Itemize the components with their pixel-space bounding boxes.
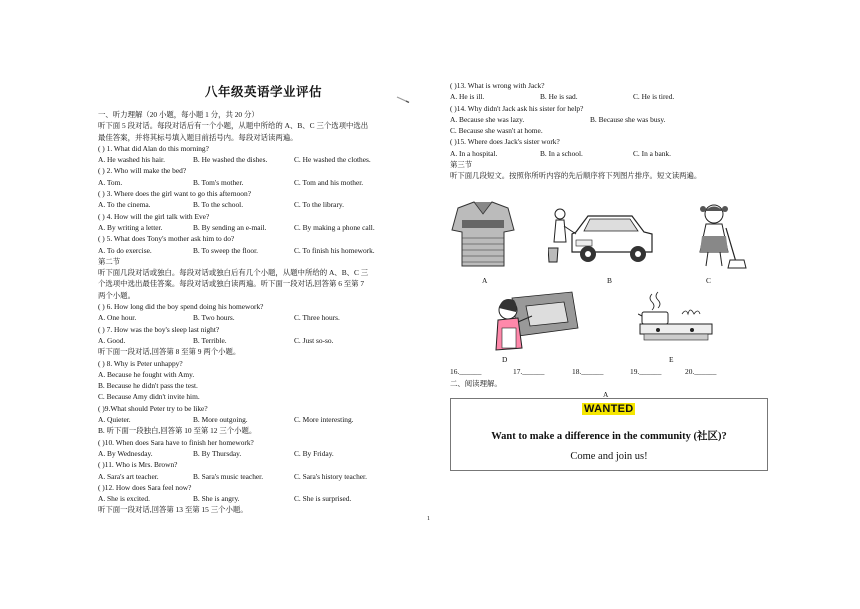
text-line: ( ) 4. How will the girl talk with Eve?	[98, 211, 210, 221]
question-line	[98, 233, 428, 244]
page-number: 1	[427, 516, 430, 522]
question-line	[450, 103, 770, 114]
answer-option: C. More interesting.	[294, 415, 354, 425]
answer-option: B. Because she was busy.	[590, 114, 666, 124]
answer-option: C. He is tired.	[633, 92, 675, 102]
answer-blanks	[450, 367, 770, 378]
answer-options	[98, 245, 428, 256]
car-wash-picture	[548, 204, 656, 270]
question-line	[98, 267, 428, 278]
question-line	[98, 211, 428, 222]
question-line	[98, 188, 428, 199]
question-line	[450, 125, 770, 136]
passage-label: A	[603, 390, 609, 399]
answer-option: C. By Friday.	[294, 448, 334, 458]
text-line: 听下面一段对话,回答第 8 至第 9 两个小题。	[98, 347, 241, 357]
stove-picture	[638, 290, 714, 342]
answer-options	[98, 199, 428, 210]
answer-option: A. To the cinema.	[98, 200, 151, 210]
answer-options	[98, 177, 428, 188]
listening-section-left	[98, 109, 428, 516]
text-line: ( )11. Who is Mrs. Brown?	[98, 460, 178, 470]
question-line	[98, 109, 428, 120]
answer-option: B. Terrible.	[193, 335, 227, 345]
text-line: C. Because Amy didn't invite him.	[98, 392, 200, 402]
answer-option: A. Good.	[98, 335, 126, 345]
answer-options	[98, 471, 428, 482]
answer-option: B. To sweep the floor.	[193, 245, 259, 255]
answer-option: C. To finish his homework.	[294, 245, 375, 255]
answer-option: B. To the school.	[193, 200, 244, 210]
text-line: 最佳答案，并将其标号填入题目前括号内。每段对话读两遍。	[98, 132, 298, 142]
answer-option: A. Tom.	[98, 177, 123, 187]
question-line	[98, 459, 428, 470]
question-line	[98, 358, 428, 369]
question-line	[98, 403, 428, 414]
text-line: 两个小题。	[98, 290, 135, 300]
answer-option: C. In a bank.	[633, 148, 671, 158]
answer-options	[98, 414, 428, 425]
question-line	[450, 136, 770, 147]
question-line	[450, 80, 770, 91]
answer-option: C. She is surprised.	[294, 494, 352, 504]
ad-headline: Want to make a difference in the community (社区)?	[491, 431, 727, 442]
answer-options	[98, 335, 428, 346]
answer-option: C. By making a phone call.	[294, 222, 375, 232]
answer-option: C. To the library.	[294, 200, 344, 210]
picture-label-c: C	[706, 276, 711, 285]
answer-blank-19[interactable]: 19.______	[630, 367, 662, 376]
answer-option: B. By Thursday.	[193, 448, 242, 458]
question-line	[98, 380, 428, 391]
question-line	[98, 290, 428, 301]
text-line: ( ) 7. How was the boy's sleep last night?	[98, 324, 220, 334]
answer-option: A. He washed his hair.	[98, 155, 165, 165]
question-line	[98, 369, 428, 380]
picture-label-e: E	[669, 355, 674, 364]
answer-options	[98, 222, 428, 233]
answer-option: B. Sara's music teacher.	[193, 471, 264, 481]
pen-icon	[396, 96, 410, 103]
answer-option: A. He is ill.	[450, 92, 485, 102]
question-line	[98, 346, 428, 357]
page-title: 八年级英语学业评估	[205, 85, 323, 99]
picture-label-b: B	[607, 276, 612, 285]
answer-option: B. By sending an e-mail.	[193, 222, 267, 232]
answer-option: A. In a hospital.	[450, 148, 498, 158]
answer-options	[450, 114, 770, 125]
listening-section-right	[450, 80, 770, 182]
picture-label-d: D	[502, 355, 508, 364]
text-line: ( )10. When does Sara have to finish her homework?	[98, 437, 254, 447]
text-line: ( )9.What should Peter try to be like?	[98, 403, 208, 413]
answer-option: A. She is excited.	[98, 494, 150, 504]
text-line: ( )14. Why didn't Jack ask his sister for help?	[450, 103, 584, 113]
answer-option: B. He washed the dishes.	[193, 155, 268, 165]
ad-subline: Come and join us!	[570, 451, 648, 462]
question-line	[98, 425, 428, 436]
question-line	[98, 120, 428, 131]
question-line	[450, 159, 770, 170]
text-line: 个选项中选出最佳答案。每段对话或独白读两遍。听下面一段对话,回答第 6 至第 7	[98, 279, 365, 289]
text-line: ( )12. How does Sara feel now?	[98, 482, 192, 492]
text-line: 听下面几段短文。按照你所听内容的先后顺序将下列图片排序。短文读两遍。	[450, 171, 702, 181]
answer-option: A. Quieter.	[98, 415, 131, 425]
answer-option: B. She is angry.	[193, 494, 240, 504]
text-line: ( ) 8. Why is Peter unhappy?	[98, 358, 183, 368]
text-line: ( ) 2. Who will make the bed?	[98, 166, 187, 176]
question-line	[450, 170, 770, 181]
question-line	[98, 143, 428, 154]
answer-options	[450, 148, 770, 159]
reading-section-heading: 二、阅读理解。	[450, 379, 502, 388]
question-line	[98, 278, 428, 289]
question-line	[98, 256, 428, 267]
answer-blank-18[interactable]: 18.______	[572, 367, 604, 376]
text-line: 听下面 5 段对话。每段对话后有一个小题，从题中所给的 A、B、C 三个选项中选出	[98, 121, 369, 131]
text-line: 第三节	[450, 160, 473, 170]
answer-options	[98, 154, 428, 165]
text-line: 听下面一段对话,回答第 13 至第 15 三个小题。	[98, 505, 248, 515]
answer-option: A. One hour.	[98, 313, 137, 323]
answer-options	[98, 493, 428, 504]
text-line: ( ) 5. What does Tony's mother ask him to do?	[98, 234, 235, 244]
text-line: B. Because he didn't pass the test.	[98, 381, 198, 391]
answer-option: A. By Wednesday.	[98, 448, 153, 458]
text-line: ( )15. Where does Jack's sister work?	[450, 137, 560, 147]
answer-option: C. Tom and his mother.	[294, 177, 364, 187]
girl-sweeping-picture	[690, 202, 748, 270]
answer-option: B. In a school.	[540, 148, 583, 158]
answer-option: B. Two hours.	[193, 313, 235, 323]
text-line: 一、听力理解（20 小题，每小题 1 分，共 20 分）	[98, 110, 259, 119]
text-line: 第二节	[98, 256, 121, 266]
answer-option: B. Tom's mother.	[193, 177, 244, 187]
text-line: ( ) 3. Where does the girl want to go this afternoon?	[98, 189, 251, 199]
answer-option: B. He is sad.	[540, 92, 578, 102]
answer-blank-20[interactable]: 20.______	[685, 367, 717, 376]
text-line: A. Because he fought with Amy.	[98, 369, 195, 379]
wanted-badge: WANTED	[584, 403, 634, 415]
text-line: ( ) 1. What did Alan do this morning?	[98, 143, 209, 153]
answer-option: A. To do exercise.	[98, 245, 152, 255]
text-line: ( ) 6. How long did the boy spend doing his homework?	[98, 302, 264, 312]
answer-option: C. Three hours.	[294, 313, 340, 323]
answer-blank-17[interactable]: 17.______	[513, 367, 545, 376]
question-line	[98, 437, 428, 448]
text-line: C. Because she wasn't at home.	[450, 126, 543, 136]
answer-option: C. He washed the clothes.	[294, 155, 371, 165]
text-line: ( )13. What is wrong with Jack?	[450, 81, 545, 90]
question-line	[98, 391, 428, 402]
answer-options	[450, 91, 770, 102]
answer-option: C. Just so-so.	[294, 335, 334, 345]
question-line	[98, 301, 428, 312]
picture-label-a: A	[482, 276, 488, 285]
answer-option: A. Sara's art teacher.	[98, 471, 159, 481]
answer-option: C. Sara's history teacher.	[294, 471, 367, 481]
question-line	[98, 324, 428, 335]
answer-option: A. Because she was lazy.	[450, 114, 525, 124]
question-line	[98, 132, 428, 143]
text-line: B. 听下面一段独白,回答第 10 至第 12 三个小题。	[98, 426, 257, 436]
text-line: 听下面几段对话或独白。每段对话或独白后有几个小题，从题中所给的 A、B、C 三	[98, 268, 369, 278]
answer-options	[98, 448, 428, 459]
answer-blank-16[interactable]: 16.______	[450, 367, 482, 376]
answer-options	[98, 312, 428, 323]
question-line	[98, 165, 428, 176]
answer-option: A. By writing a letter.	[98, 222, 163, 232]
picture-set	[450, 198, 770, 373]
wanted-ad-box	[450, 398, 768, 471]
question-line	[98, 504, 428, 515]
girl-washing-dishes-picture	[492, 288, 580, 352]
question-line	[98, 482, 428, 493]
sweater-picture	[450, 200, 516, 270]
answer-option: B. More outgoing.	[193, 415, 248, 425]
